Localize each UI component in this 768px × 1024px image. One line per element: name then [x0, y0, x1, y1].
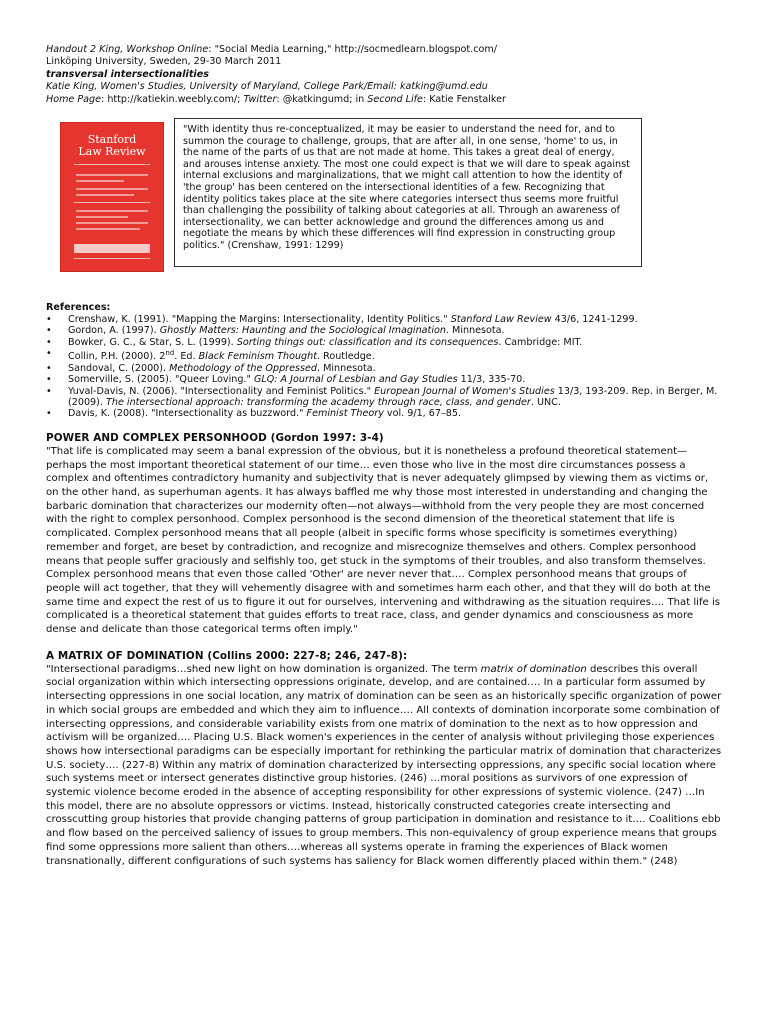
section-matrix-of-domination	[46, 650, 722, 869]
header-line-3: transversal intersectionalities	[46, 68, 209, 80]
reference-item: • Somerville, S. (2005). "Queer Loving." GLQ: A Journal of Lesbian and Gay Studies 11/3, 335-70.	[46, 374, 722, 385]
cover-text-line	[76, 222, 148, 224]
handout-page	[46, 44, 722, 868]
journal-cover-title: Stanford Law Review	[78, 133, 146, 159]
references-list	[46, 314, 722, 420]
cover-text-line	[76, 180, 124, 182]
crenshaw-quote-box	[174, 118, 642, 267]
cover-text-line	[76, 188, 148, 190]
reference-item: • Davis, K. (2008). "Intersectionality as buzzword." Feminist Theory vol. 9/1, 67–85.	[46, 408, 722, 419]
reference-item: • Collin, P.H. (2000). 2nd. Ed. Black Feminism Thought. Routledge.	[46, 348, 722, 363]
crenshaw-quote-text: "With identity thus re-conceptualized, it may be easier to understand the need for, and to summon the courage to challenge, groups, that are after all, in one sense, 'home' to us, in the name of the parts of us that are not made at home. This takes a great deal of energy, and arouses intense anxiety. The most one could expect is that we will dare to speak against internal exclusions and marginalizations, that we might call attention to how the identity of 'the group' has been centered on the intersectional identities of a few. Recognizing that identity politics takes place at the site where categories intersect thus seems more fruitful than challenging the possibility of talking about categories at all. Through an awareness of intersectionality, we can better acknowledge and ground the differences among us and negotiate the means by which these differences will find expression in constructing group politics." (Crenshaw, 1991: 1299)	[183, 124, 630, 251]
handout-header	[46, 44, 722, 106]
reference-item: • Crenshaw, K. (1991). "Mapping the Margins: Intersectionality, Identity Politics." Stanford Law Review 43/6, 1241-1299.	[46, 314, 722, 325]
journal-cover-image	[60, 122, 164, 272]
header-line-4: Katie King, Women's Studies, University of Maryland, College Park/Email: katking@umd.edu	[46, 81, 488, 93]
reference-item: • Yuval-Davis, N. (2006). "Intersectionality and Feminist Politics." European Journal of Women's Studies 13/3, 193-209. Rep. in Berger, M. (2009). The intersectional approach: transforming the academy through race, class, and gender. UNC.	[46, 386, 722, 409]
cover-rule	[74, 258, 150, 259]
section-heading: POWER AND COMPLEX PERSONHOOD (Gordon 1997: 3-4)	[46, 431, 384, 444]
cover-text-line	[76, 228, 140, 230]
cover-rule	[74, 202, 150, 203]
header-line-5: Home Page: http://katiekin.weebly.com/; Twitter: @katkingumd; in Second Life: Katie Fenstalker	[46, 93, 506, 105]
section-complex-personhood	[46, 432, 722, 637]
cover-text-line	[76, 210, 148, 212]
header-line-1: Handout 2 King, Workshop Online: "Social Media Learning," http://socmedlearn.blogspot.com/	[46, 44, 497, 55]
top-panel	[46, 118, 722, 298]
cover-band	[74, 244, 150, 253]
reference-item: • Bowker, G. C., & Star, S. L. (1999). Sorting things out: classification and its consequences. Cambridge: MIT.	[46, 337, 722, 348]
reference-item: • Sandoval, C. (2000). Methodology of the Oppressed. Minnesota.	[46, 363, 722, 374]
cover-text-line	[76, 216, 128, 218]
section-body: "That life is complicated may seem a banal expression of the obvious, but it is nonetheless a profound theoretical statement—perhaps the most important theoretical statement of our time… even those who live in the most dire circumstances possess a complex and oftentimes contradictory humanity and subjectivity that is never adequately glimpsed by viewing them as victims or, on the other hand, as superhuman agents. It has always baffled me why those most interested in understanding and changing the barbaric domination that characterizes our modernity often—not always—withhold from the very people they are most concerned with the right to complex personhood. Complex personhood is the second dimension of the theoretical statement that life is complicated. Complex personhood means that all people (albeit in specific forms whose specificity is sometimes everything) remember and forget, are beset by contradiction, and recognize and misrecognize themselves and others. Complex personhood means that people suffer graciously and selfishly too, get stuck in the symptoms of their troubles, and also transform themselves. Complex personhood means that even those called 'Other' are never never that…. Complex personhood means that groups of people will act together, that they will vehemently disagree with and sometimes harm each other, and that they will do both at the same time and expect the rest of us to figure it out for ourselves, intervening and withdrawing as the situation requires…. That life is complicated is a theoretical statement that guides efforts to treat race, class, and gender dynamics and consciousness as more dense and delicate than those categorical terms often imply."	[46, 445, 721, 636]
section-body: "Intersectional paradigms…shed new light on how domination is organized. The term matrix of domination describes this overall social organization within which intersecting oppressions originate, develop, and are contained…. In a particular form assumed by intersecting oppressions in one social location, any matrix of domination can be seen as an historically specific organization of power in which social groups are embedded and which they aim to influence…. All contexts of domination incorporate some combination of intersecting oppressions, and considerable variability exists from one matrix of domination to the next as to how oppression and activism will be organized…. Placing U.S. Black women's experiences in the center of analysis without privileging those experiences shows how intersectional paradigms can be especially important for rethinking the particular matrix of domination that characterizes U.S. society…. (227-8) Within any matrix of domination characterized by intersecting oppressions, any specific social location where such systems meet or intersect generates distinctive group histories. (246) …moral positions as survivors of one expression of systemic violence become eroded in the absence of accepting responsibility for other expressions of systemic violence. (247) …In this model, there are no absolute oppressors or victims. Instead, historically constructed categories create intersecting and crosscutting group histories that provide changing patterns of group participation in domination and resistance to it…. Coalitions ebb and flow based on the perceived saliency of issues to group members. This non-equivalency of group experience means that groups find some oppressions more salient than others….whereas all systems operate in framing the experiences of Black women transnationally, different configurations of such systems has saliency for Black women differently placed within them." (248)	[46, 663, 722, 867]
cover-text-line	[76, 174, 148, 176]
cover-text-line	[76, 194, 134, 196]
header-line-2: Linköping University, Sweden, 29-30 March 2011	[46, 56, 282, 68]
section-heading: A MATRIX OF DOMINATION (Collins 2000: 227-8; 246, 247-8):	[46, 649, 408, 662]
cover-rule	[74, 164, 150, 165]
reference-item: • Gordon, A. (1997). Ghostly Matters: Haunting and the Sociological Imagination. Minnesota.	[46, 325, 722, 336]
references-section	[46, 302, 722, 420]
references-heading: References:	[46, 302, 111, 314]
